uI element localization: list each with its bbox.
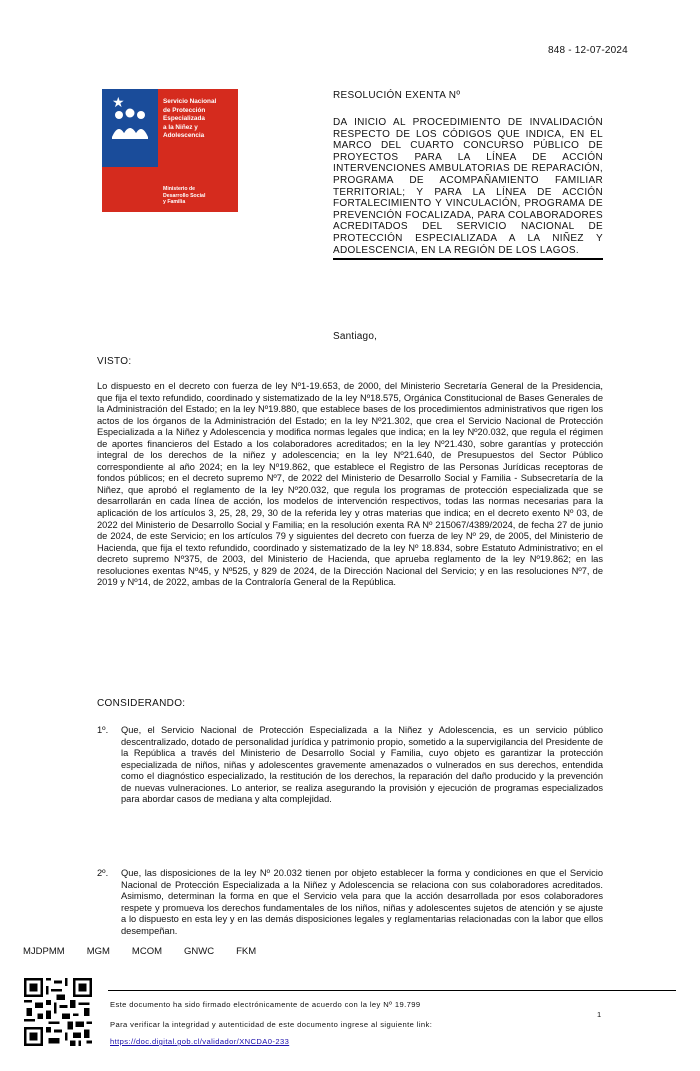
- initials-item: MGM: [86, 946, 110, 957]
- verification-link[interactable]: https://doc.digital.gob.cl/validador/XNCDA0-233: [110, 1037, 290, 1046]
- footer-divider: [108, 990, 676, 991]
- document-folio: 848 - 12-07-2024: [548, 45, 628, 56]
- logo-org-name: Servicio Nacional de Protección Especializada a la Niñez y Adolescencia: [163, 98, 217, 140]
- considerando-item-number: 2º.: [97, 868, 109, 878]
- qr-code-icon: [24, 978, 92, 1046]
- verification-notice: Para verificar la integridad y autenticidad de este documento ingrese al siguiente link:: [110, 1020, 433, 1029]
- considerando-item-number: 1º.: [97, 725, 109, 735]
- initials-item: FKM: [236, 946, 257, 957]
- initials-item: MJDPMM: [23, 946, 65, 957]
- logo-text-block: [158, 89, 238, 212]
- considerando-heading: CONSIDERANDO:: [97, 698, 186, 709]
- initials-item: MCOM: [131, 946, 162, 957]
- institution-logo: [102, 89, 238, 212]
- considerando-item-text: Que, el Servicio Nacional de Protección Especializada a la Niñez y Adolescencia, es un servicio público descentralizado, dotado de personalidad jurídica y patrimonio propio, sometido a la supervigilancia del Presidente de la República a través del Ministerio de Desarrollo Social y Familia, cuyo objeto es garantizar la protección especializada de niños, niñas y adolescentes gravemente amenazados o vulnerados en sus derechos, entendida como el diagnóstico especializado, la restitución de los derechos, la reparación del daño producido y la prevención de nuevas vulneraciones. Lo anterior, se realiza asegurando la provisión y ejecución de programas especializados para abordar casos de mediana y alta complejidad.: [121, 725, 603, 805]
- star-icon: ★: [112, 94, 125, 110]
- considerando-item-text: Que, las disposiciones de la ley Nº 20.032 tienen por objeto establecer la forma y condiciones en que el Servicio Nacional de Protección Especializada a la Niñez y Adolescencia se relaciona con sus colaboradores acreditados. Asimismo, determinan la forma en que el Servicio vela para que la acción desarrollada por esos colaboradores respete y promueva los derechos fundamentales de los niños, niñas y adolescentes sujetos de atención y se ajuste a lo dispuesto en esta ley y en las demás disposiciones legales y reglamentarias relacionadas con la labor que ellos desempeñan.: [121, 868, 603, 936]
- people-emblem-icon: [109, 107, 151, 141]
- resolution-subject: DA INICIO AL PROCEDIMIENTO DE INVALIDACIÓN RESPECTO DE LOS CÓDIGOS QUE INDICA, EN EL MARCO DEL CUARTO CONCURSO PÚBLICO DE PROYECTOS PARA LA LÍNEA DE ACCIÓN INTERVENCIONES AMBULATORIAS DE REPARACIÓN, PROGRAMA DE ACOMPAÑAMIENTO FAMILIAR TERRITORIAL; Y PARA LA LÍNEA DE ACCIÓN FORTALECIMIENTO Y VINCULACIÓN, PROGRAMA DE PREVENCIÓN FOCALIZADA, PARA COLABORADORES ACREDITADOS DEL SERVICIO NACIONAL DE PROTECCIÓN ESPECIALIZADA A LA NIÑEZ Y ADOLESCENCIA, EN LA REGIÓN DE LOS LAGOS.: [333, 117, 603, 260]
- initials-item: GNWC: [184, 946, 215, 957]
- place-line: Santiago,: [333, 331, 378, 342]
- logo-ministry-name: Ministerio de Desarrollo Social y Familia: [163, 186, 206, 206]
- page-number: 1: [597, 1010, 602, 1019]
- visto-text: Lo dispuesto en el decreto con fuerza de ley Nº1-19.653, de 2000, del Ministerio Secretaría General de la Presidencia, que fija el texto refundido, coordinado y sistematizado de la ley Nº18.575, Orgánica Constitucional de Bases Generales de la Administración del Estado; en la ley Nº19.880, que establece bases de los procedimientos administrativos que rigen los actos de los órganos de la Administración del Estado; en la ley Nº21.302, que crea el Servicio Nacional de Protección Especializada a la Niñez y Adolescencia y modifica normas legales que indica; en la ley Nº20.032, que regula el régimen de aportes financieros del Estado a los colaboradores acreditados; en la ley Nº21.430, sobre garantías y protección integral de los derechos de la niñez y adolescencia; en la ley Nº21.640, de Presupuestos del Sector Público correspondiente al año 2024; en la ley Nº19.862, que establece el Registro de las Personas Jurídicas receptoras de fondos públicos; en el decreto supremo Nº7, de 2022 del Ministerio de Desarrollo Social y Familia - Subsecretaría de la Niñez, que aprobó el reglamento de la ley Nº20.032, que regula los programas de protección especializada que se desarrollarán en cada línea de acción, los modelos de intervención respectivos, todas las normas necesarias para la aplicación de los artículos 3, 25, 28, 29, 30 de la referida ley y otras materias que indica; en el decreto exento Nº 03, de 2022 del Ministerio de Desarrollo Social y Familia; en la resolución exenta RA Nº 215067/4389/2024, de fecha 27 de junio de 2024, de este Servicio; en los artículos 79 y siguientes del decreto con fuerza de ley Nº 29, de 2005, del Ministerio de Hacienda, que fija el texto refundido, coordinado y sistematizado de la ley Nº 18.834, sobre Estatuto Administrativo; en el decreto supremo Nº375, de 2003, del Ministerio de Hacienda, que aprueba reglamento de la ley Nº19.862; en las resoluciones exentas Nº45, y Nº525, y 829 de 2024, de la Dirección Nacional del Servicio; y en las resoluciones Nº7, de 2019 y Nº14, de 2022, ambas de la Contraloría General de la República.: [97, 381, 603, 588]
- author-initials: [23, 946, 303, 957]
- visto-heading: VISTO:: [97, 356, 132, 367]
- resolution-title: RESOLUCIÓN EXENTA Nº: [333, 90, 461, 101]
- signature-notice: Este documento ha sido firmado electrónicamente de acuerdo con la ley Nº 19.799: [110, 1000, 421, 1009]
- logo-flag-block: [102, 89, 158, 212]
